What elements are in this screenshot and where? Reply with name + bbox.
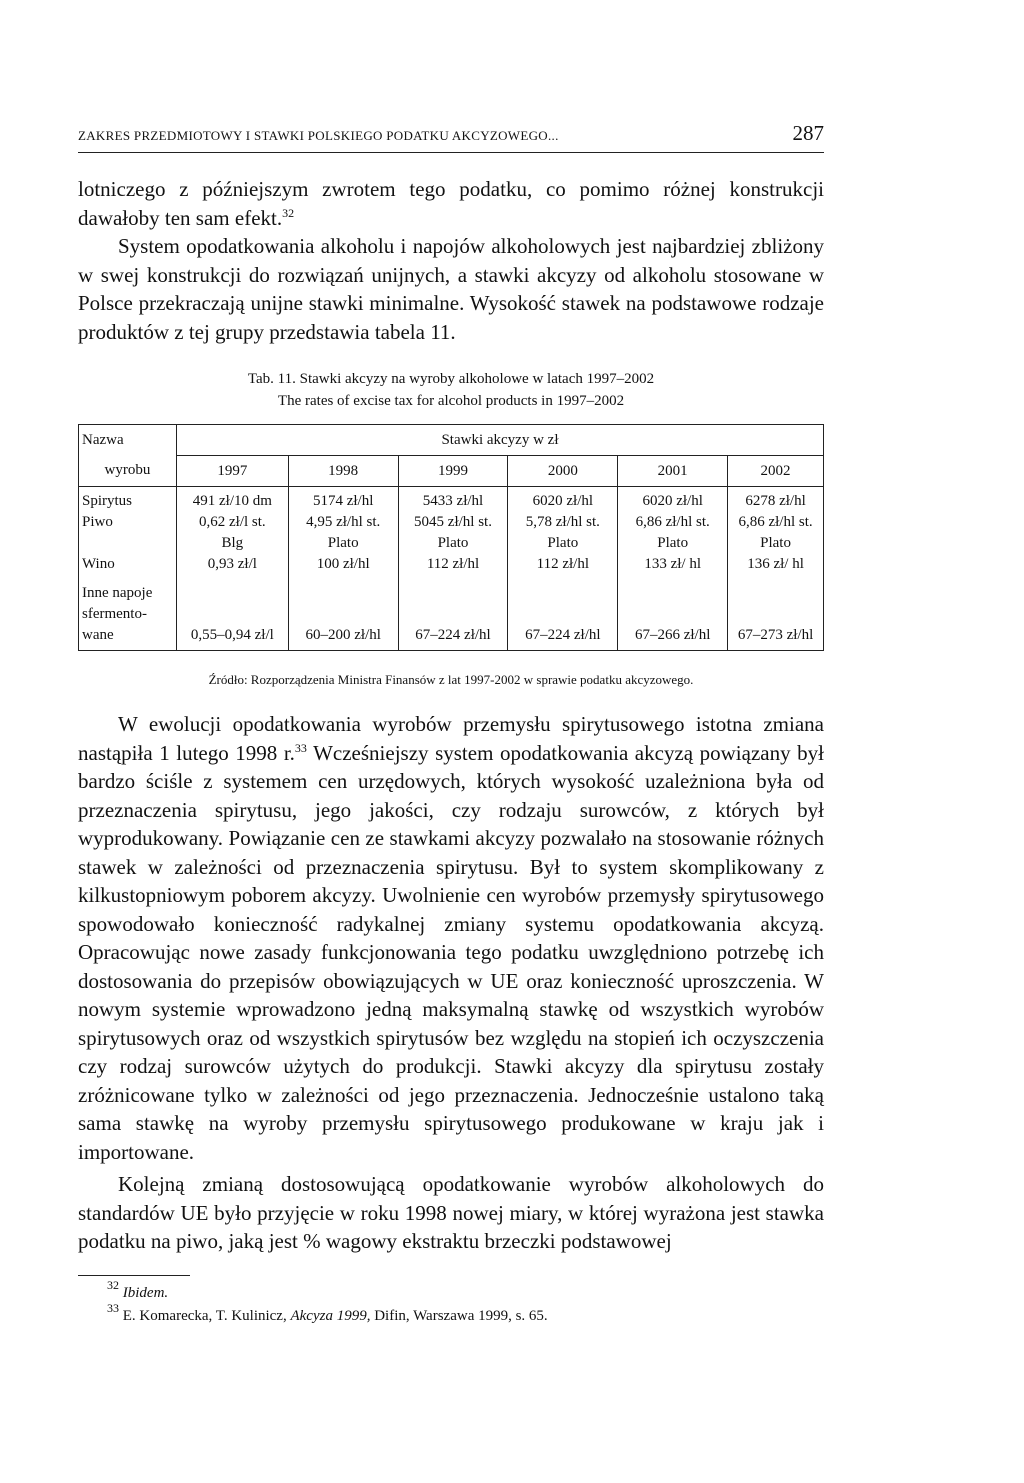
rate-cell: 6020 zł/hl 5,78 zł/hl st. Plato 112 zł/hl bbox=[508, 487, 618, 580]
paragraph-intro-2: System opodatkowania alkoholu i napojów alkoholowych jest najbardziej zbliżony w swej konstrukcji do rozwiązań unijnych, a stawki akcyzy od alkoholu stosowane w Polsce przekraczają unijne stawki minimalne. Wysokość stawek na podstawowe rodzaje produktów z tej grupy przedstawia tabela 11. bbox=[78, 234, 824, 344]
rate-cell: 0,55–0,94 zł/l bbox=[176, 579, 288, 651]
rate-cell: 491 zł/10 dm 0,62 zł/l st. Blg 0,93 zł/l bbox=[176, 487, 288, 580]
name-header: Nazwa bbox=[79, 425, 177, 456]
table-caption-pl: Tab. 11. Stawki akcyzy na wyroby alkoholowe w latach 1997–2002 bbox=[247, 371, 655, 387]
year-header: 2002 bbox=[728, 456, 824, 487]
year-header: 1998 bbox=[288, 456, 398, 487]
table-caption-en: The rates of excise tax for alcohol products in 1997–2002 bbox=[277, 393, 625, 409]
rate-cell: 67–224 zł/hl bbox=[398, 579, 508, 651]
rate-cell: 5174 zł/hl 4,95 zł/hl st. Plato 100 zł/hl bbox=[288, 487, 398, 580]
rates-group-header: Stawki akcyzy w zł bbox=[176, 425, 823, 456]
page-number: 287 bbox=[792, 121, 824, 145]
year-header: 2000 bbox=[508, 456, 618, 487]
table-row bbox=[79, 579, 824, 651]
rate-cell: 67–266 zł/hl bbox=[618, 579, 728, 651]
running-header bbox=[78, 121, 824, 153]
table-source: Źródło: Rozporządzenia Ministra Finansów z lat 1997-2002 w sprawie podatku akcyzowego. bbox=[208, 672, 694, 687]
rate-cell: 67–273 zł/hl bbox=[728, 579, 824, 651]
table-caption bbox=[78, 368, 824, 412]
table-row bbox=[79, 487, 824, 580]
footnote-separator bbox=[78, 1275, 190, 1276]
footnote-ref-33[interactable]: 33 bbox=[294, 740, 307, 755]
footnote-33: $^{33}$ E. Komarecka, T. Kulinicz, Akcyza 1999, Difin, Warszawa 1999, s. 65. bbox=[107, 1301, 548, 1324]
footnote-ref-32[interactable]: 32 bbox=[282, 205, 295, 220]
rate-cell: 67–224 zł/hl bbox=[508, 579, 618, 651]
rate-cell: 6020 zł/hl 6,86 zł/hl st. Plato 133 zł/ hl bbox=[618, 487, 728, 580]
running-title: ZAKRES PRZEDMIOTOWY I STAWKI POLSKIEGO PODATKU AKCYZOWEGO... bbox=[78, 128, 559, 143]
paragraph-body-1: W ewolucji opodatkowania wyrobów przemysłu spirytusowego istotna zmiana nastąpiła 1 lutego 1998 r.$^{33}$ Wcześniejszy system opodatkowania akcyzą powiązany był bardzo ściśle z systemem cen urzędowych, których wysokość uzależniona była od przeznaczenia spirytusu, jego jakości, czy rodzaju surowców, z których był wyprodukowany. Powiązanie cen ze stawkami akcyzy pozwalało na stosowanie różnych stawek w zależności od przeznaczenia spirytusu. Był to system skomplikowany z kilkustopniowym poborem akcyzy. Uwolnienie cen wyrobów przemysły spirytusowego spowodowało konieczność radykalnej zmiany systemu opodatkowania akcyzą. Opracowując nowe zasady funkcjonowania tego podatku uwzględniono potrzebę ich dostosowania do przepisów obowiązujących w UE oraz konieczność uproszczenia. W nowym systemie wprowadzono jedną maksymalną stawkę od wszystkich wyrobów spirytusowych oraz od wszystkich spirytusów bez względu na stopień ich oczyszczenia czy rodzaj surowców użytych do produkcji. Stawki akcyzy dla spirytusu zostały zróżnicowane tylko w zależności od jego przeznaczenia. Jednocześnie ustalono taką sama stawkę na wyroby przemysłu spirytusowego produkowane w kraju jak i importowane. bbox=[78, 712, 824, 1164]
product-name: Inne napoje sfermento-wane bbox=[79, 579, 177, 651]
year-header: 1997 bbox=[176, 456, 288, 487]
rate-cell: 6278 zł/hl 6,86 zł/hl st. Plato 136 zł/ hl bbox=[728, 487, 824, 580]
paragraph-intro-1: lotniczego z późniejszym zwrotem tego podatku, co pomimo różnej konstrukcji dawałoby ten sam efekt.$^{32}$ bbox=[78, 177, 824, 230]
year-header: 1999 bbox=[398, 456, 508, 487]
year-header: 2001 bbox=[618, 456, 728, 487]
product-name: Spirytus Piwo Wino bbox=[79, 487, 177, 580]
rate-cell: 60–200 zł/hl bbox=[288, 579, 398, 651]
excise-rates-table bbox=[78, 424, 824, 651]
rate-cell: 5433 zł/hl 5045 zł/hl st. Plato 112 zł/hl bbox=[398, 487, 508, 580]
paragraph-body-2: Kolejną zmianą dostosowującą opodatkowanie wyrobów alkoholowych do standardów UE było przyjęcie w roku 1998 nowej miary, w której wyrażona jest stawka podatku na piwo, jaką jest % wagowy ekstraktu brzeczki podstawowej bbox=[78, 1172, 824, 1253]
footnote-32: $^{32}$ Ibidem. bbox=[107, 1278, 169, 1301]
name-header-2: wyrobu bbox=[79, 456, 177, 487]
